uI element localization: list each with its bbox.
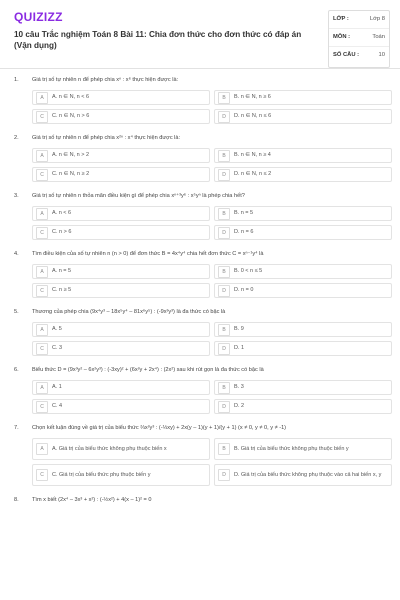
option-text: D. n = 6 <box>234 229 254 235</box>
meta-value: 10 <box>378 52 385 58</box>
question-number: 7. <box>14 425 19 431</box>
question-line <box>0 244 400 264</box>
option-row <box>32 438 400 460</box>
answer-option-b[interactable] <box>214 438 392 460</box>
question-number: 1. <box>14 77 19 83</box>
meta-label: LỚP : <box>333 16 349 22</box>
question-line <box>0 70 400 90</box>
option-letter-badge: D <box>218 343 230 355</box>
option-letter-badge: A <box>36 382 48 394</box>
option-letter-badge: D <box>218 401 230 413</box>
option-letter-badge: D <box>218 111 230 123</box>
option-text: C. Giá trị của biểu thức phụ thuộc biến y <box>52 471 151 478</box>
option-text: D. n ∈ N, n ≤ 6 <box>234 113 272 119</box>
option-text: C. n ∈ N, n ≥ 2 <box>52 171 90 177</box>
option-row <box>32 264 400 279</box>
question-text: Tìm điều kiện của số tự nhiên n (n > 0) để đơn thức B = 4x⁴y⁴ chia hết đơn thức C = xⁿ⁻¹y⁴ là <box>32 251 264 257</box>
option-text: C. 4 <box>52 403 63 409</box>
question-1 <box>0 70 400 124</box>
option-row <box>32 283 400 298</box>
question-number: 3. <box>14 193 19 199</box>
answer-option-d[interactable] <box>214 225 392 240</box>
option-text: D. n = 0 <box>234 287 254 293</box>
question-line <box>0 128 400 148</box>
option-letter-badge: B <box>218 266 230 278</box>
question-line <box>0 418 400 438</box>
meta-value: Toán <box>372 34 385 40</box>
option-text: D. 2 <box>234 403 245 409</box>
question-8 <box>0 490 400 510</box>
answer-option-c[interactable] <box>32 225 210 240</box>
option-row <box>32 225 400 240</box>
answer-option-c[interactable] <box>32 399 210 414</box>
answer-option-a[interactable] <box>32 264 210 279</box>
option-row <box>32 109 400 124</box>
answer-option-b[interactable] <box>214 148 392 163</box>
page-title: 10 câu Trắc nghiệm Toán 8 Bài 11: Chia đơn thức cho đơn thức có đáp án (Vận dụng) <box>14 30 302 50</box>
answer-option-c[interactable] <box>32 167 210 182</box>
answer-option-c[interactable] <box>32 464 210 486</box>
option-row <box>32 322 400 337</box>
option-letter-badge: A <box>36 208 48 220</box>
option-letter-badge: A <box>36 324 48 336</box>
question-line <box>0 186 400 206</box>
option-letter-badge: A <box>36 92 48 104</box>
option-letter-badge: C <box>36 469 48 481</box>
answer-option-b[interactable] <box>214 380 392 395</box>
answer-option-d[interactable] <box>214 109 392 124</box>
question-text: Chọn kết luận đúng về giá trị của biểu thức ⅔x²y³ : (-⅓xy) + 2x(y – 1)(y + 1)/(y + 1) (x ≠ 0, y ≠ 0, y ≠ -1) <box>32 425 287 431</box>
option-letter-badge: D <box>218 169 230 181</box>
option-letter-badge: D <box>218 469 230 481</box>
option-letter-badge: B <box>218 443 230 455</box>
option-letter-badge: D <box>218 227 230 239</box>
answer-option-a[interactable] <box>32 206 210 221</box>
option-text: B. n ∈ N, n ≥ 4 <box>234 152 271 158</box>
question-5 <box>0 302 400 356</box>
question-number: 4. <box>14 251 19 257</box>
question-number: 6. <box>14 367 19 373</box>
question-text: Giá trị số tự nhiên n thỏa mãn điều kiện gì để phép chia xⁿ⁺³y⁶ : x⁵yⁿ là phép chia hết? <box>32 193 245 199</box>
option-row <box>32 380 400 395</box>
question-line <box>0 360 400 380</box>
option-text: A. n ∈ N, n > 2 <box>52 152 90 158</box>
header <box>0 0 400 69</box>
option-letter-badge: C <box>36 227 48 239</box>
option-letter-badge: D <box>218 285 230 297</box>
answer-option-a[interactable] <box>32 322 210 337</box>
option-letter-badge: A <box>36 150 48 162</box>
answer-option-d[interactable] <box>214 399 392 414</box>
option-text: B. n = 5 <box>234 210 254 216</box>
option-letter-badge: A <box>36 266 48 278</box>
option-letter-badge: C <box>36 285 48 297</box>
option-text: A. n = 5 <box>52 268 72 274</box>
question-text: Giá trị số tự nhiên n để phép chia x²ⁿ : x⁴ thực hiện được là: <box>32 135 181 141</box>
option-text: A. n < 6 <box>52 210 72 216</box>
option-text: A. n ∈ N, n < 6 <box>52 94 90 100</box>
answer-option-c[interactable] <box>32 109 210 124</box>
question-text: Tìm x biết (2x⁴ – 3x³ + x²) : (-½x²) + 4(x – 1)² = 0 <box>32 497 152 503</box>
option-text: A. 5 <box>52 326 62 332</box>
question-list <box>0 70 400 510</box>
question-6 <box>0 360 400 414</box>
answer-option-b[interactable] <box>214 90 392 105</box>
answer-option-d[interactable] <box>214 283 392 298</box>
option-letter-badge: B <box>218 382 230 394</box>
question-4 <box>0 244 400 298</box>
meta-label: MÔN : <box>333 34 351 40</box>
meta-value: Lớp 8 <box>369 16 385 22</box>
answer-option-b[interactable] <box>214 322 392 337</box>
option-text: B. n ∈ N, n ≥ 6 <box>234 94 271 100</box>
option-row <box>32 148 400 163</box>
answer-option-b[interactable] <box>214 206 392 221</box>
answer-option-d[interactable] <box>214 167 392 182</box>
question-text: Giá trị số tự nhiên n để phép chia xⁿ : x⁶ thực hiện được là: <box>32 77 179 83</box>
option-letter-badge: C <box>36 343 48 355</box>
answer-option-c[interactable] <box>32 341 210 356</box>
option-text: B. 0 < n ≤ 5 <box>234 268 263 274</box>
meta-box <box>328 10 390 68</box>
question-text: Biểu thức D = (9x³y² – 6x²y³) : (-3xy)² + (6x²y + 2x⁴) : (2x²) sau khi rút gọn là đa thức có bậc là <box>32 367 264 373</box>
quizizz-logo: QUIZIZZ <box>14 10 63 24</box>
answer-option-a[interactable] <box>32 438 210 460</box>
question-line <box>0 302 400 322</box>
option-letter-badge: B <box>218 208 230 220</box>
option-letter-badge: B <box>218 92 230 104</box>
option-letter-badge: A <box>36 443 48 455</box>
option-letter-badge: C <box>36 169 48 181</box>
option-text: B. 9 <box>234 326 244 332</box>
option-text: A. 1 <box>52 384 62 390</box>
meta-row-class <box>329 11 389 29</box>
option-text: C. n > 6 <box>52 229 72 235</box>
question-number: 5. <box>14 309 19 315</box>
option-text: D. Giá trị của biểu thức không phụ thuộc vào cả hai biến x, y <box>234 471 382 478</box>
option-row <box>32 464 400 486</box>
answer-option-a[interactable] <box>32 90 210 105</box>
answer-option-d[interactable] <box>214 464 392 486</box>
answer-option-c[interactable] <box>32 283 210 298</box>
option-row <box>32 206 400 221</box>
answer-option-d[interactable] <box>214 341 392 356</box>
answer-option-a[interactable] <box>32 148 210 163</box>
option-letter-badge: C <box>36 111 48 123</box>
question-7 <box>0 418 400 486</box>
option-text: A. Giá trị của biểu thức không phụ thuộc biến x <box>52 445 167 452</box>
meta-row-count <box>329 47 389 64</box>
option-row <box>32 167 400 182</box>
question-3 <box>0 186 400 240</box>
question-line <box>0 490 400 510</box>
question-number: 8. <box>14 497 19 503</box>
option-text: C. n ∈ N, n > 6 <box>52 113 90 119</box>
option-row <box>32 90 400 105</box>
answer-option-a[interactable] <box>32 380 210 395</box>
option-text: C. n ≥ 5 <box>52 287 72 293</box>
option-letter-badge: B <box>218 150 230 162</box>
meta-label: SỐ CÂU : <box>333 52 360 58</box>
option-text: D. n ∈ N, n ≤ 2 <box>234 171 272 177</box>
question-text: Thương của phép chia (9x⁴y³ – 18x⁵y⁴ – 81x⁶y⁵) : (-9x³y³) là đa thức có bậc là <box>32 309 226 315</box>
option-text: D. 1 <box>234 345 245 351</box>
option-letter-badge: C <box>36 401 48 413</box>
meta-row-subject <box>329 29 389 47</box>
option-text: C. 3 <box>52 345 63 351</box>
question-number: 2. <box>14 135 19 141</box>
option-letter-badge: B <box>218 324 230 336</box>
answer-option-b[interactable] <box>214 264 392 279</box>
option-row <box>32 399 400 414</box>
question-2 <box>0 128 400 182</box>
option-row <box>32 341 400 356</box>
option-text: B. 3 <box>234 384 244 390</box>
option-text: B. Giá trị của biểu thức không phụ thuộc biến y <box>234 445 349 452</box>
